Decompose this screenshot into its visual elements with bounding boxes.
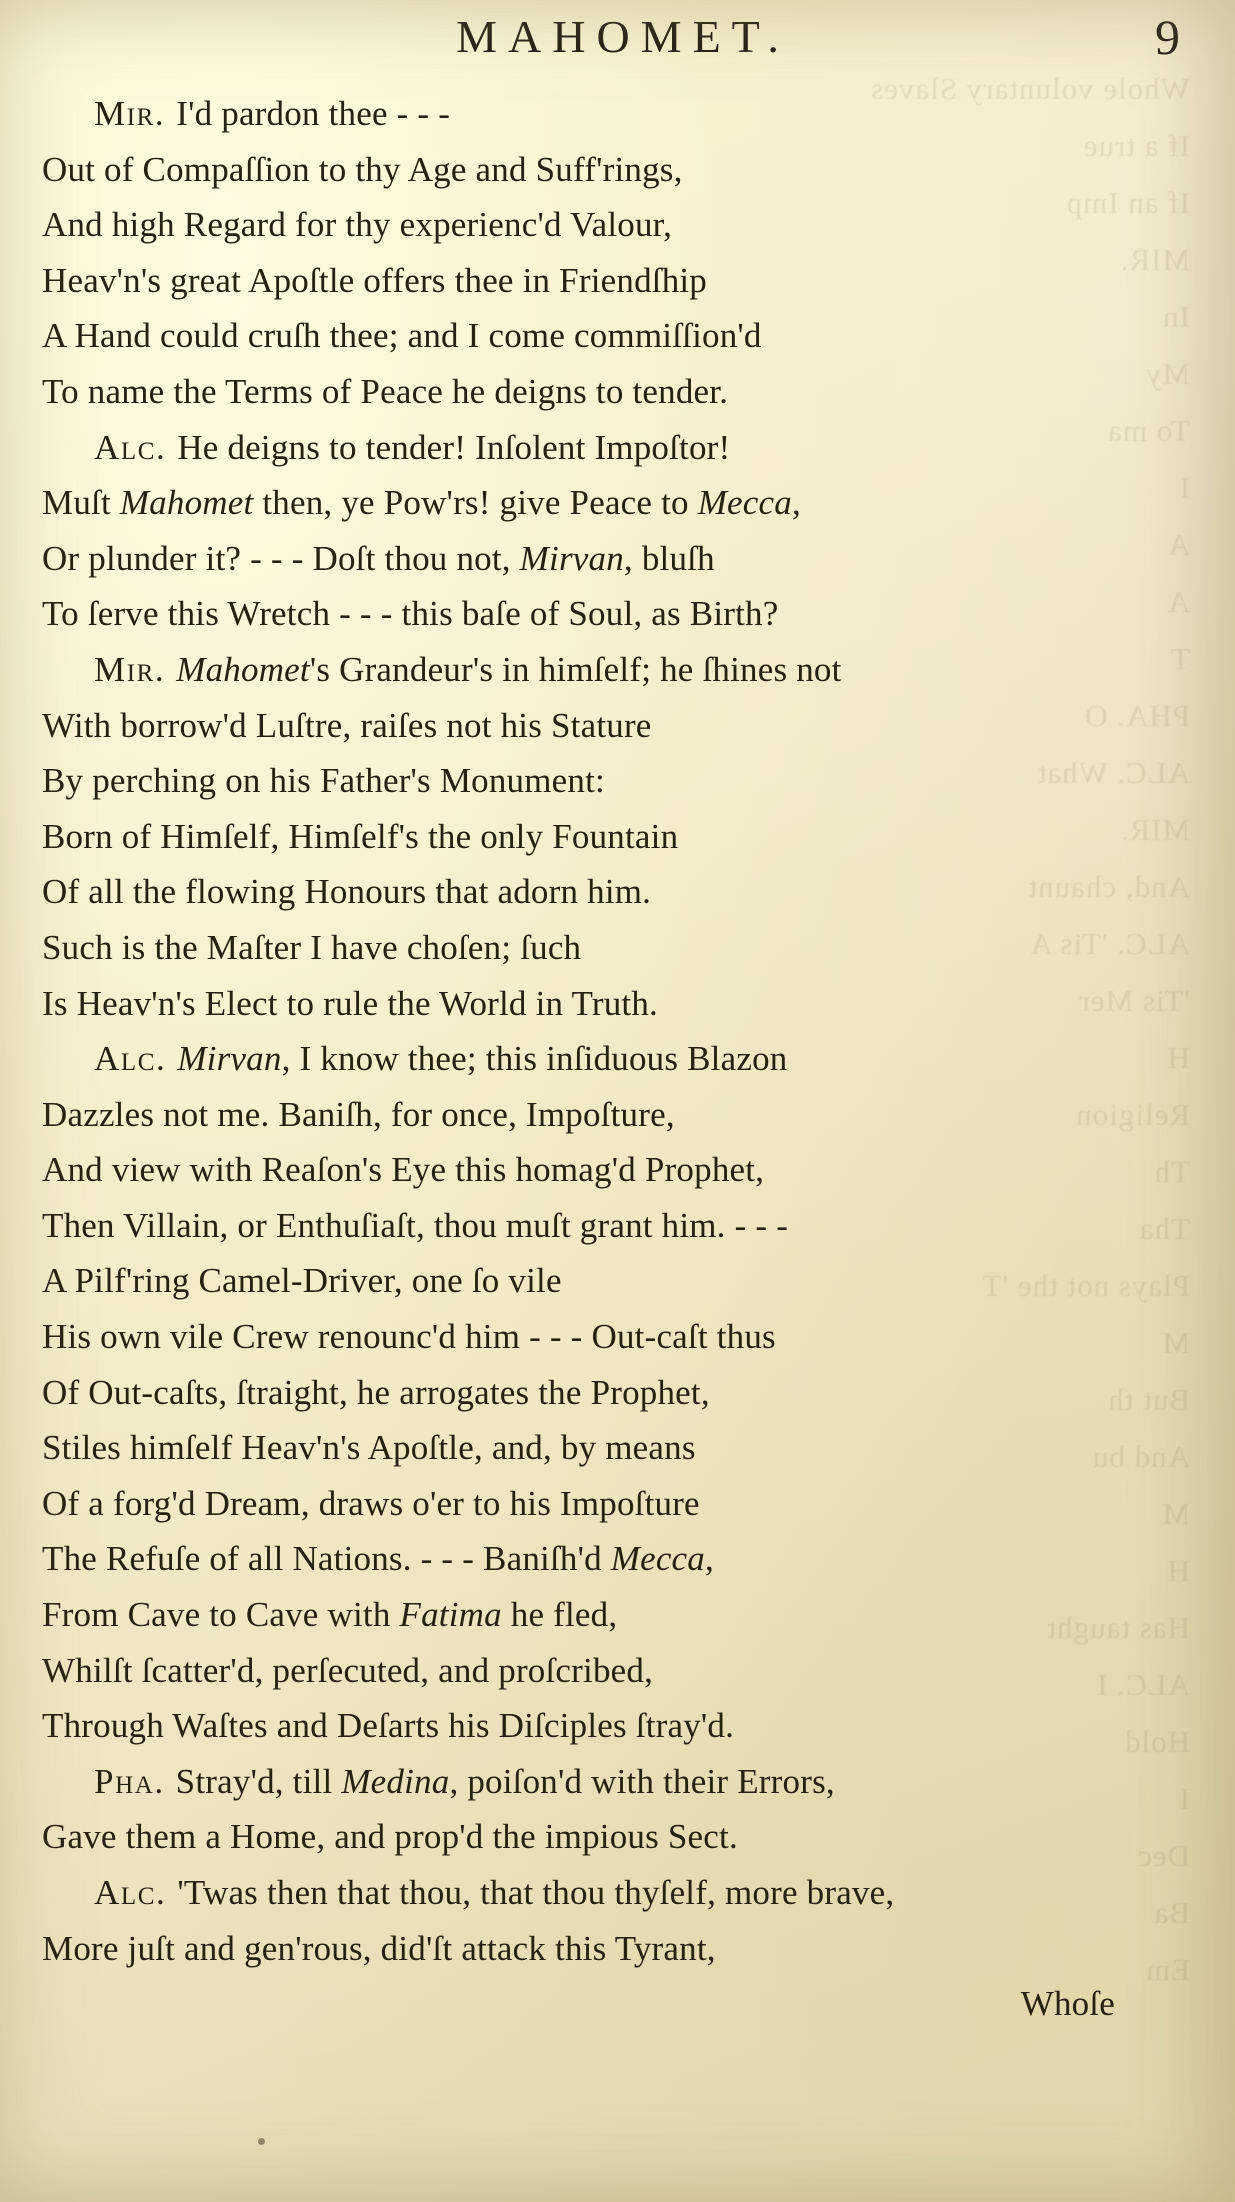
verse-text: To ſerve this Wretch - - - this baſe of Soul, as Birth? (42, 594, 779, 634)
verse-line (42, 1531, 1193, 1587)
bleed-line: And, chaunt (1027, 869, 1190, 904)
verse-line (42, 1365, 1193, 1421)
verse-text: Out of Compaſſion to thy Age and Suff'rings, (42, 149, 683, 189)
verse-line (42, 1698, 1193, 1754)
verse-line (42, 1809, 1193, 1865)
verse-line (42, 809, 1193, 865)
verse-line (42, 753, 1193, 809)
verse-text: Stiles himſelf Heav'n's Apoſtle, and, by means (42, 1428, 696, 1468)
verse-line (42, 531, 1193, 587)
bleed-line: PHA. O (1084, 698, 1190, 733)
bleed-line: Ba (1153, 1895, 1190, 1930)
verse-text: , I know thee; this inſiduous Blazon (281, 1039, 788, 1079)
bleed-line: Hold (1124, 1724, 1190, 1759)
verse-text: then, ye Pow'rs! give Peace to (253, 483, 698, 523)
verse-text: Stray'd, till (166, 1761, 342, 1801)
verse-line (42, 475, 1193, 531)
verse-text: His own vile Crew renounc'd him - - - Out-caſt thus (42, 1317, 776, 1357)
verse-line (42, 364, 1193, 420)
proper-name-italic: Mahomet (176, 649, 310, 689)
verse-line (42, 1754, 1193, 1810)
verse-line (42, 642, 1193, 698)
proper-name-italic: Medina (341, 1761, 450, 1801)
verse-line (42, 976, 1193, 1032)
verse-text: , bluſh (623, 538, 715, 578)
verse-text: A Pilf'ring Camel-Driver, one ſo vile (42, 1261, 562, 1301)
verse-text: Of Out-caſts, ſtraight, he arrogates the Prophet, (42, 1372, 710, 1412)
verse-text: Such is the Maſter I have choſen; ſuch (42, 927, 582, 967)
verse-text (167, 650, 176, 689)
verse-text: Whilſt ſcatter'd, perſecuted, and proſcribed, (42, 1650, 654, 1690)
verse-line (42, 920, 1193, 976)
bleed-line: Tha (1138, 1211, 1190, 1246)
verse-text: By perching on his Father's Monument: (42, 761, 605, 801)
verse-text: Born of Himſelf, Himſelf's the only Fountain (42, 816, 679, 856)
bleed-line: My (1144, 356, 1190, 391)
verse-text: Dazzles not me. Baniſh, for once, Impoſture, (42, 1094, 675, 1134)
bleed-line: ALC. 'Tis A (1028, 926, 1190, 961)
bleed-line: To ma (1107, 413, 1190, 448)
verse-text: Muſt (42, 483, 120, 523)
verse-line (42, 420, 1193, 476)
verse-text: , poiſon'd with their Errors, (449, 1761, 835, 1801)
verse-text: More juſt and gen'rous, did'ſt attack this Tyrant, (42, 1928, 716, 1968)
verse-line (42, 308, 1193, 364)
page-header (0, 0, 1235, 86)
speech-prefix: Mir. (94, 649, 166, 689)
verse-text: 'Twas then that thou, that thou thyſelf, more brave, (168, 1873, 895, 1912)
verse-text: Gave them a Home, and prop'd the impious Sect. (42, 1817, 738, 1857)
verse-text: Of a forg'd Dream, draws o'er to his Impoſture (42, 1483, 700, 1523)
bleed-line: In (1162, 299, 1190, 334)
bleed-line: And bu (1091, 1439, 1190, 1474)
catchword: Whoſe (1020, 1984, 1115, 2024)
proper-name-italic: Mecca (697, 483, 792, 523)
verse-line (42, 1253, 1193, 1309)
bleed-line: MIR. (1119, 812, 1190, 847)
verse-text: I'd pardon thee - - - (167, 94, 451, 133)
bleed-line: H (1166, 1040, 1190, 1075)
verse-text: Through Waſtes and Deſarts his Diſciples ſtray'd. (42, 1706, 735, 1746)
proper-name-italic: Mecca (610, 1539, 705, 1579)
verse-line (42, 586, 1193, 642)
verse-line (42, 1476, 1193, 1532)
bleed-line: 'Tis Mer (1078, 983, 1190, 1018)
verse-text: Is Heav'n's Elect to rule the World in Truth. (42, 983, 658, 1023)
verse-line (42, 1198, 1193, 1254)
verse-line (42, 864, 1193, 920)
verse-text: A Hand could cruſh thee; and I come commiſſion'd (42, 316, 762, 356)
verse-line (42, 197, 1193, 253)
bleed-line: A (1166, 584, 1190, 619)
speech-prefix: Alc. (94, 1873, 167, 1912)
speech-prefix: Mir. (94, 94, 166, 133)
bleed-line: Dec (1137, 1838, 1190, 1873)
bleed-line: Th (1153, 1154, 1190, 1189)
speech-prefix: Pha. (94, 1761, 165, 1801)
bleed-line: A (1166, 527, 1190, 562)
bleed-line: Has taught (1046, 1610, 1190, 1645)
verse-text: Heav'n's great Apoſtle offers thee in Friendſhip (42, 260, 708, 300)
verse-line (42, 1142, 1193, 1198)
running-title: MAHOMET. (456, 11, 790, 62)
bleed-line: H (1166, 1553, 1190, 1588)
bleed-line: I (1178, 1781, 1190, 1816)
verse-line (42, 1309, 1193, 1365)
verse-line (42, 1420, 1193, 1476)
verse-line (42, 1643, 1193, 1699)
bleed-line: Religion (1075, 1097, 1190, 1132)
page-number: 9 (1155, 9, 1180, 65)
verse-line (42, 1921, 1193, 1977)
verse-line (42, 698, 1193, 754)
verse-text: From Cave to Cave with (42, 1595, 400, 1635)
bleed-line: MIR. (1119, 242, 1190, 277)
proper-name-italic: Mirvan (177, 1039, 282, 1079)
proper-name-italic: Mahomet (119, 483, 254, 523)
verse-text: , (791, 483, 801, 523)
verse-line (42, 1865, 1193, 1921)
bleed-line: ALC. I (1096, 1667, 1190, 1702)
play-text-body (0, 86, 1235, 2032)
speech-prefix: Alc. (94, 427, 167, 467)
bleed-line: If an Imp (1065, 185, 1190, 220)
verse-text: , (705, 1539, 714, 1579)
verse-text (168, 1039, 177, 1078)
verse-text: Then Villain, or Enthuſiaſt, thou muſt grant him. - - - (42, 1205, 789, 1245)
bleed-line: T (1170, 641, 1190, 676)
speech-prefix: Alc. (94, 1039, 167, 1079)
bleed-line: I (1178, 470, 1190, 505)
verse-text: The Refuſe of all Nations. - - - Baniſh'd (42, 1539, 611, 1579)
verse-text: He deigns to tender! Inſolent Impoſtor! (168, 427, 731, 467)
bleed-line: Whole voluntary Slaves (870, 71, 1190, 106)
verse-line (42, 1087, 1193, 1143)
ink-smudge (258, 2138, 265, 2145)
bleed-line: But th (1107, 1382, 1190, 1417)
verse-text: With borrow'd Luſtre, raiſes not his Stature (42, 705, 652, 745)
verse-text: Or plunder it? - - - Doſt thou not, (42, 538, 520, 578)
verse-line (42, 1587, 1193, 1643)
bleed-line: Em (1144, 1952, 1190, 1987)
proper-name-italic: Fatima (399, 1595, 502, 1635)
verse-line (42, 86, 1193, 142)
verse-text: And high Regard for thy experienc'd Valour, (42, 205, 673, 245)
verse-text: To name the Terms of Peace he deigns to tender. (42, 371, 729, 411)
verse-line (42, 253, 1193, 309)
verse-text: 's Grandeur's in himſelf; he ſhines not (309, 649, 842, 689)
bleed-line: Plays not the 'T (981, 1268, 1190, 1303)
verse-text: he fled, (501, 1595, 618, 1635)
verse-line (42, 1031, 1193, 1087)
proper-name-italic: Mirvan (519, 538, 624, 578)
bleed-line: M (1161, 1496, 1190, 1531)
verse-text: And view with Reaſon's Eye this homag'd Prophet, (42, 1150, 765, 1190)
bleed-line: M (1161, 1325, 1190, 1360)
verse-text: Of all the flowing Honours that adorn him. (42, 872, 652, 912)
bleed-line: ALC. What (1036, 755, 1190, 790)
bleed-line: If a true (1082, 128, 1190, 163)
verse-line (42, 142, 1193, 198)
